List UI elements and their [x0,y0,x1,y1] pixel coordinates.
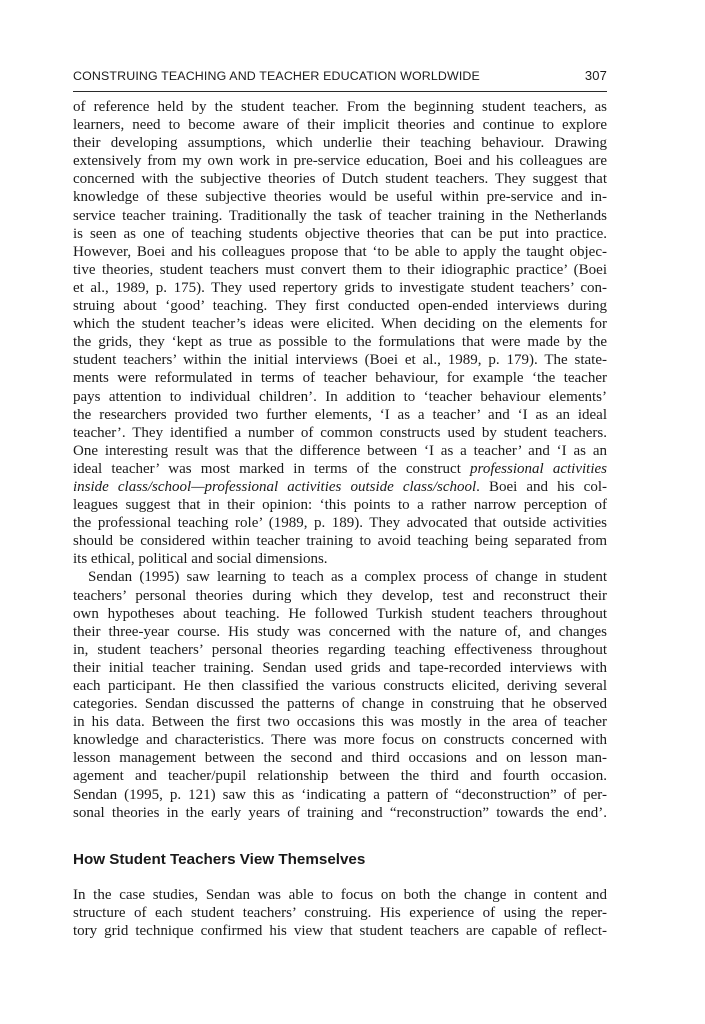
text-line: the researchers provided two further elements, ‘I as a teacher’ and ‘I as an ideal [73,406,607,423]
running-head-title: CONSTRUING TEACHING AND TEACHER EDUCATION WORLDWIDE [73,69,480,83]
text-line: their initial teacher training. Sendan used grids and tape-recorded interviews with [73,659,607,676]
text-run: . Boei and his col- [476,478,607,495]
text-line: concerned with the subjective theories of Dutch student teachers. They suggest that [73,171,607,188]
text-line: tive theories, student teachers must convert them to their idiographic practice’ (Boei [73,261,607,278]
text-line: pays attention to individual children’. In addition to ‘teacher behaviour elements’ [73,388,607,405]
text-line: knowledge of these subjective theories would be useful within pre-service and in- [73,189,607,206]
page-number: 307 [584,68,607,83]
text-line: structure of each student teachers’ construing. His experience of using the reper- [73,905,607,922]
text-line: service teacher training. Traditionally the task of teacher training in the Netherlands [73,207,607,224]
text-line: ments were reformulated in terms of teacher behaviour, for example ‘the teacher [73,370,607,387]
text-line: should be considered within teacher training to avoid teaching being separated from [73,533,607,550]
text-line: However, Boei and his colleagues propose that ‘to be able to apply the taught objec- [73,243,607,260]
italic-text: inside class/school—professional activities outside class/school [73,478,477,495]
text-line: of reference held by the student teacher. From the beginning student teachers, as [73,99,607,115]
text-line: is seen as one of teaching students objective theories that can be put into practice. [73,225,607,242]
text-line: sonal theories in the early years of training and “reconstruction” towards the end’. [73,804,607,821]
text-line: Sendan (1995) saw learning to teach as a complex process of change in student [88,569,607,586]
text-line: the grids, they ‘kept as true as possible to the formulations that were made by the [73,334,607,351]
text-line: their three-year course. His study was concerned with the nature of, and changes [73,623,607,640]
text-line: learners, need to become aware of their implicit theories and continue to explore [73,117,607,134]
text-run: ideal teacher’ was most marked in terms of the construct [73,460,471,477]
text-line: their developing assumptions, which underlie their teaching behaviour. Drawing [73,135,607,152]
text-line: the professional teaching role’ (1989, p. 189). They advocated that outside activities [73,515,607,532]
text-line: categories. Sendan discussed the patterns of change in construing that he observed [73,696,607,713]
text-line: which the student teacher’s ideas were elicited. When deciding on the elements for [73,316,607,333]
text-line: in, student teachers’ personal theories regarding teaching effectiveness throughout [73,641,607,658]
text-line: One interesting result was that the difference between ‘I as a teacher’ and ‘I as an [73,442,607,459]
text-line: student teachers’ within the initial interviews (Boei et al., 1989, p. 179). The state- [73,352,607,369]
text-line: own hypotheses about teaching. He followed Turkish student teachers throughout [73,605,607,622]
text-line [73,460,607,478]
body-text-section [73,886,607,940]
text-line: knowledge and characteristics. There was more focus on constructs concerned with [73,732,607,749]
text-line: in his data. Between the first two occasions this was mostly in the area of teacher [73,714,607,731]
text-line: Sendan (1995, p. 121) saw this as ‘indicating a pattern of “deconstruction” of per- [73,786,607,803]
section-heading: How Student Teachers View Themselves [73,851,366,868]
text-line: struing about ‘good’ teaching. They first conducted open-ended interviews during [73,298,607,315]
text-line: lesson management between the second and third occasions and on lesson man- [73,750,607,767]
text-line: extensively from my own work in pre-service education, Boei and his colleagues are [73,153,607,170]
italic-text: professional activities [470,460,607,477]
running-head [73,66,607,86]
text-line: tory grid technique confirmed his view that student teachers are capable of reflect- [73,923,607,940]
text-line: In the case studies, Sendan was able to focus on both the change in content and [73,887,607,903]
text-line: et al., 1989, p. 175). They used repertory grids to investigate student teachers’ con- [73,279,607,296]
header-rule [73,91,607,92]
text-line: agement and teacher/pupil relationship between the third and fourth occasion. [73,768,607,785]
text-line: leagues suggest that in their opinion: ‘this points to a rather narrow perception of [73,497,607,514]
text-line: teacher’. They identified a number of common constructs used by student teachers. [73,424,607,441]
text-line: each participant. He then classified the various constructs elicited, deriving several [73,678,607,694]
body-text [73,98,607,822]
text-line [73,478,607,496]
text-line: teachers’ personal theories during which they develop, test and reconstruct their [73,587,607,604]
text-line: its ethical, political and social dimensions. [73,551,328,568]
